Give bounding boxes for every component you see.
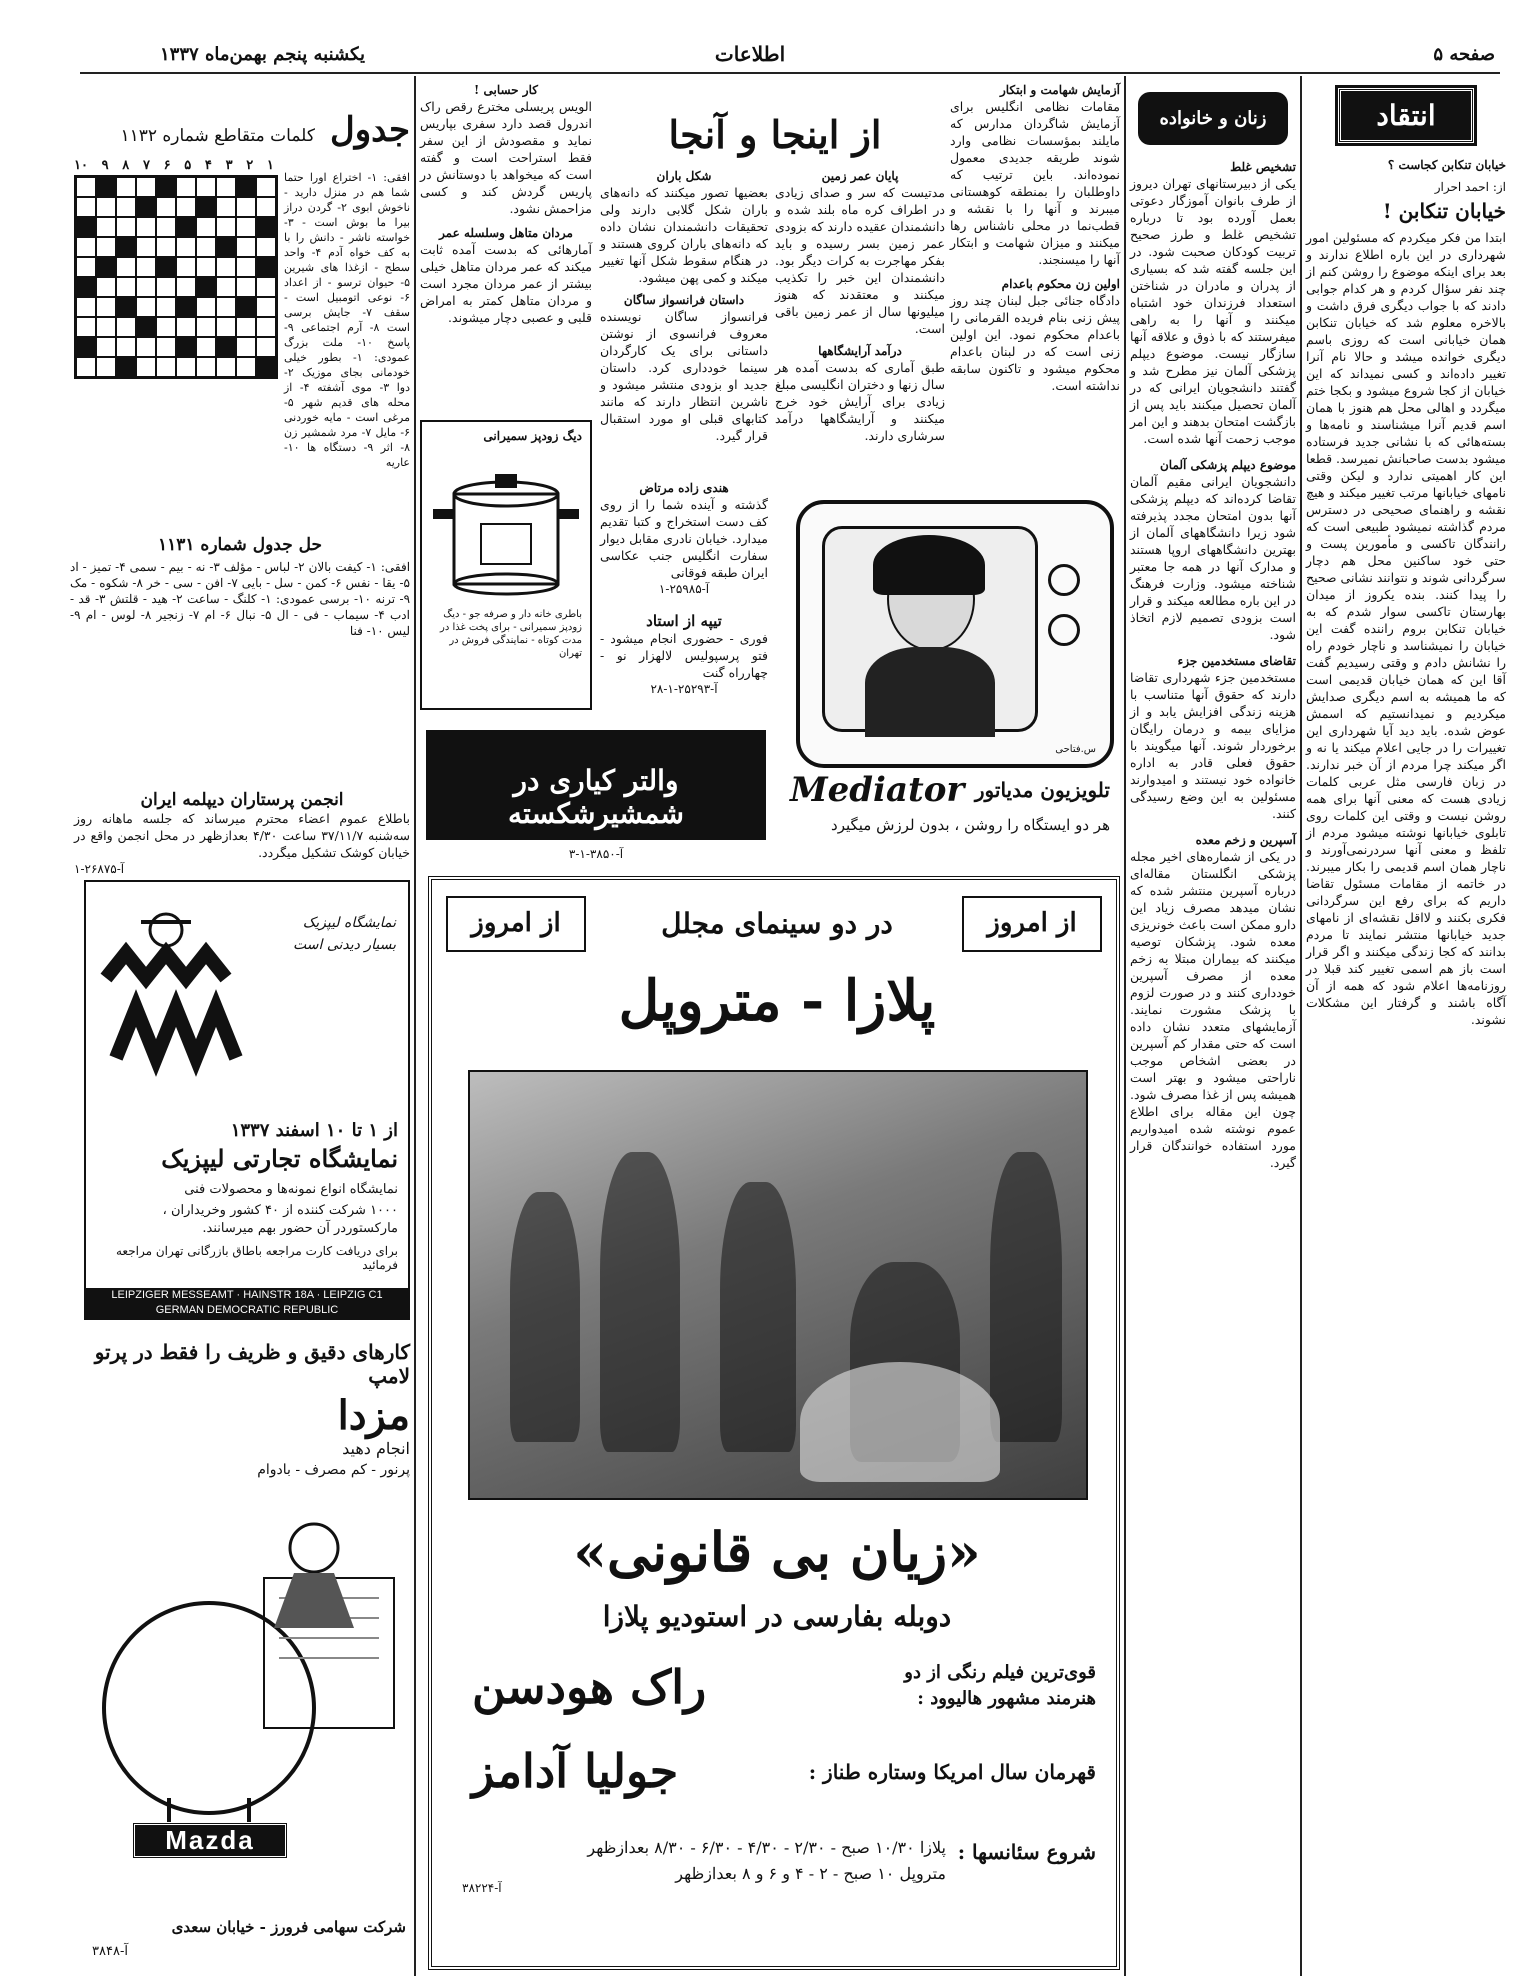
grid-cell: [196, 177, 216, 197]
grid-cell: [76, 337, 96, 357]
grid-cell: [216, 257, 236, 277]
newspaper-name: اطلاعات: [714, 42, 786, 66]
grid-cell: [156, 217, 176, 237]
grid-cell: [176, 257, 196, 277]
tv-knob: [1048, 564, 1080, 596]
page-number: صفحه ۵: [1433, 44, 1495, 65]
crossword-clues: افقی: ۱- اختراع اورا حتما شما هم در منزل دارید - ناخوش ابوی ۲- گردن دراز بیرا ما بوش است - ۳- خواسته ناشر - دانش را با به کف خواه آدم ۴- واحد سطح - ازغذا های شیرین ۵- حیوان ترسو - از اعداد ۶- نوعی اتومبیل است - سقف ۷- جایش برسی است ۸- آرم اجتماعی ۹- پاسخ ۱۰- ملت بزرگ عمودی: ۱- بطور خیلی خودمانی بجای موزیک ۲- دوا ۳- موی آشفته ۴- از محله های قدیم شهر ۵- مرغی است - مایه خوردنی ۶- مایل ۷- مرد شمشیر زن ۸- اثر ۹- دستگاه ها ۱۰- عاریه: [284, 171, 411, 469]
grid-cell: [196, 197, 216, 217]
column-rule: [414, 76, 416, 1976]
cooker-tag: دیگ زودپز سمیرانی: [483, 429, 582, 443]
grid-cell: [96, 297, 116, 317]
figure-woman: [510, 1192, 580, 1442]
grid-cell: [116, 197, 136, 217]
figure-young-man: [990, 1152, 1062, 1442]
crossword-number: ۷: [142, 158, 150, 173]
mazda-features: پرنور - کم مصرف - بادوام: [257, 1462, 410, 1478]
photo-ad: [600, 612, 768, 710]
mazda-code: آ-۳۸۴۸: [92, 1944, 128, 1959]
grid-cell: [156, 257, 176, 277]
grid-cell: [256, 297, 276, 317]
photo-ad-title: تیپه از استاد: [646, 612, 722, 630]
grid-cell: [176, 197, 196, 217]
women-body-2: دانشجویان ایرانی مقیم آلمان تقاضا کرده‌اند که دیپلم پزشکی آنها بدون امتحان مجدد پذیرفته شود زیرا دانشگاههای آلمان از بهترین دانشگاههای اروپا هستند و مدارک آنها در همه جا معتبر شناخته میشود. وزارت فرهنگ در این باره مطالعه میکند و قرار است بزودی تصمیم لازم اتخاذ شود.: [1130, 474, 1296, 642]
grid-cell: [216, 297, 236, 317]
here-heading-1: پایان عمر زمین: [821, 169, 899, 183]
grid-cell: [256, 237, 276, 257]
leipzig-ad: [84, 880, 410, 1320]
walter-ad: [426, 730, 766, 840]
grid-cell: [156, 317, 176, 337]
test-heading-1: آزمایش شهامت و ابتکار: [999, 83, 1120, 97]
grid-cell: [236, 357, 256, 377]
grid-cell: [196, 337, 216, 357]
crossword-number: ۴: [204, 158, 212, 173]
grid-cell: [136, 297, 156, 317]
critique-body: ابتدا من فکر میکردم که مسئولین امور شهرداری در این باره اطلاع ندارند و بعد برای اینکه موضوع را روشن کنم از چند نفر سؤال کردم و هر کدام جوابی دادند که با جواب دیگری فرق داشت و بالاخره معلوم شد که خیابان تنکابن همان خیابانی است که روزی باسم دیگری خوانده میشد و حالا نام آنرا تغییر داده‌اند و کسی نمیداند که این خیابان از کجا شروع میشود و بکجا ختم میگردد و اهالی محل هم هنوز با همان اسم قدیم آنرا میشناسند و نامه‌ها و بسته‌هائی که با نشانی جدید فرستاده میشود بدست صاحبانش نمیرسد. قطعا این کار اهمیتی ندارد و لیکن وقتی نامهای خیابانها مرتب تغییر میکند و هیچ نقشه و راهنمای صحیحی در دسترس مردم گذاشته نمیشود طبیعی است که رانندگان تاکسی و مأمورین پست و حتی خود ساکنین محل هم دچار سرگردانی شوند و نتوانند نشانی صحیح را پیدا کنند. بنده یکروز از میدان بهارستان تاکسی سوار شدم که به خیابان تنکابن بروم راننده گفت این خیابان را نمیشناسد و ناچار خودم راه را نشانش دادم و وقتی رسیدیم گفت آقا این که همان خیابان قدیمی است که ما همیشه به اسم دیگری صدایش میکردیم و نمیدانستیم که اسمش عوض شده. باید دید آیا شهرداری این تغییرات را در جایی اعلام میکند یا نه و اگر میکند چرا مردم از آن خبر ندارند. در زبان فارسی مثل عربی کلمات زیادی هست که معنی آنها برای همه روشن نیست و وقتی این کلمات روی تابلوی خیابانها نوشته میشود مردم از تلفظ و معنی آنها سردرنمی‌آورند و ناچار همان اسم قدیمی را بکار میبرند. در خاتمه از مقامات مسئول تقاضا داریم که برای رفع این سرگردانی فکری بکنند و لااقل نقشه‌ای از نامهای جدید خیابانها منتشر نمایند تا مردم بدانند که کجا زندگی میکنند و اگر قرار است باز هم اسمی تغییر کند قبلا در روزنامه‌ها اعلام شود که همه از آن آگاه باشند و گرفتار این مشکلات نشوند.: [1306, 230, 1506, 1027]
actor-2: جولیا آدامز: [472, 1744, 679, 1798]
crossword-number: ۵: [184, 158, 192, 173]
palmist-ad: [600, 480, 768, 600]
test-heading-2: اولین زن محکوم باعدام: [1001, 277, 1120, 291]
grid-cell: [136, 237, 156, 257]
grid-cell: [156, 357, 176, 377]
leipzig-footer: LEIPZIGER MESSEAMT · HAINSTR 18A · LEIPZIG C1: [111, 1289, 383, 1301]
here-heading-3: شکل باران: [656, 169, 712, 183]
mazda-tagline: کارهای دقیق و ظریف را فقط در پرتو لامپ: [94, 1340, 410, 1388]
grid-cell: [236, 197, 256, 217]
grid-cell: [216, 197, 236, 217]
grid-cell: [256, 277, 276, 297]
crossword-header: [70, 110, 410, 150]
grid-cell: [116, 177, 136, 197]
women-heading-3: تقاضای مستخدمین جزء: [1177, 654, 1296, 668]
here-column-b: [600, 168, 768, 468]
grid-cell: [136, 317, 156, 337]
nurses-association: [74, 790, 410, 876]
women-body-4: در یکی از شماره‌های اخیر مجله پزشکی انگلستان مقاله‌ای درباره آسپرین منتشر شده که نشان میدهد مصرف زیاد این دارو ممکن است باعث خونریزی معده شود. پزشکان توصیه میکنند که بیماران مبتلا به زخم معده از مصرف آسپرین خودداری کنند و در صورت لزوم با پزشک مشورت نمایند. آزمایشهای متعدد نشان داده است که حتی مقدار کم آسپرین در بعضی اشخاص موجب ناراحتی میشود و بهتر است همیشه پس از غذا مصرف شود. چون این مقاله برای اطلاع عموم نوشته شده امیدواریم مورد استفاده خوانندگان قرار گیرد.: [1130, 849, 1296, 1170]
grid-cell: [156, 337, 176, 357]
cooker-ad: [420, 420, 592, 710]
tv-brand: Mediator: [790, 770, 965, 810]
woman-hair: [873, 535, 985, 595]
here-column-a: [775, 168, 945, 468]
header-rule: [80, 72, 1500, 74]
tv-subtitle: هر دو ایستگاه را روشن ، بدون لرزش میگیرد: [831, 816, 1110, 834]
palmist-code: آ-۲۵۹۸۵-۱: [658, 582, 710, 596]
grid-cell: [256, 177, 276, 197]
grid-cell: [76, 237, 96, 257]
grid-cell: [236, 257, 256, 277]
grid-cell: [136, 277, 156, 297]
crossword-number: ۲: [246, 158, 254, 173]
tv-knob: [1048, 614, 1080, 646]
grid-cell: [136, 357, 156, 377]
grid-cell: [96, 197, 116, 217]
crossword-number: ۶: [163, 158, 171, 173]
crossword-number: ۱۰: [74, 158, 88, 173]
critique-subtitle: خیابان تنکابن کجاست ؟: [1387, 158, 1506, 172]
grid-cell: [216, 177, 236, 197]
grid-cell: [136, 217, 156, 237]
grid-cell: [236, 217, 256, 237]
mazda-ad: [84, 1340, 410, 1970]
column-rule: [1300, 76, 1302, 1976]
palmist-title: هندی زاده مرتاض: [639, 481, 729, 495]
here-body-2: طبق آماری که بدست آمده هر سال زنها و دختران انگلیسی مبلغ زیادی برای آرایش خود خرج میکنند و آرایشگاهها درآمد سرشاری دارند.: [775, 360, 945, 443]
grid-cell: [196, 357, 216, 377]
grid-cell: [96, 177, 116, 197]
leipzig-line-3: برای دریافت کارت مراجعه باطاق بازرگانی تهران مراجعه فرمائید: [116, 1244, 398, 1272]
leipzig-line-1: نمایشگاه انواع نمونه‌ها و محصولات فنی: [184, 1182, 398, 1197]
grid-cell: [96, 217, 116, 237]
tv-screen: [822, 526, 1038, 732]
mazda-brand: Mazda: [132, 1822, 288, 1859]
grid-cell: [116, 337, 136, 357]
crossword-number: ۹: [101, 158, 109, 173]
grid-cell: [256, 257, 276, 277]
grid-cell: [196, 217, 216, 237]
photo-ad-code: آ-۲۵۲۹۳-۱-۲۸: [650, 682, 718, 696]
women-body-3: مستخدمین جزء شهرداری تقاضا دارند که حقوق آنها متناسب با هزینه زندگی افزایش یابد و از مزایای بیمه و درمان رایگان برخوردار شوند. آنها میگویند با حقوق فعلی قادر به اداره خانواده خود نیستند و امیدوارند مسئولین به این وضع رسیدگی کنند.: [1130, 670, 1296, 821]
leipzig-mm-logo-icon: [96, 898, 256, 1098]
critique-column: [1306, 82, 1506, 1972]
grid-cell: [216, 337, 236, 357]
grid-cell: [116, 297, 136, 317]
grid-cell: [196, 237, 216, 257]
shows-metropol: متروپل ۱۰ صبح - ۲ - ۴ و ۶ و ۸ بعدازظهر: [675, 1864, 946, 1883]
grid-cell: [156, 237, 176, 257]
grid-cell: [256, 317, 276, 337]
leipzig-line-2: ۱۰۰۰ شرکت کننده از ۴۰ کشور وخریداران ، مارکستوردر آن حضور بهم میرسانند.: [162, 1203, 398, 1236]
grid-cell: [96, 317, 116, 337]
here-there-title: از اینجا و آنجا: [668, 112, 882, 157]
grid-cell: [256, 217, 276, 237]
women-column: [1130, 82, 1296, 1972]
critique-logo: انتقاد: [1338, 88, 1474, 143]
cinema-ad: [428, 876, 1120, 1970]
mazda-name: مزدا: [337, 1392, 410, 1439]
crossword-col-numbers: [74, 158, 274, 173]
grid-cell: [116, 357, 136, 377]
grid-cell: [236, 317, 256, 337]
critique-title: خیابان تنکابن !: [1382, 199, 1506, 223]
grid-cell: [136, 197, 156, 217]
grid-cell: [176, 277, 196, 297]
grid-cell: [196, 257, 216, 277]
grid-cell: [156, 277, 176, 297]
grid-cell: [136, 337, 156, 357]
grid-cell: [176, 177, 196, 197]
actor-1: راک هودسن: [472, 1660, 707, 1714]
woman-dress: [865, 647, 995, 737]
figure-old-man: [720, 1182, 796, 1452]
walter-code: آ-۳۸۵۰-۱-۳: [568, 847, 624, 861]
mazda-subtitle: انجام دهید: [342, 1439, 410, 1458]
critique-byline: از: احمد احرار: [1434, 180, 1506, 194]
grid-cell: [216, 277, 236, 297]
grid-cell: [76, 217, 96, 237]
crossword-subtitle: کلمات متقاطع شماره ۱۱۳۲: [120, 126, 315, 146]
solution-body: افقی: ۱- کیفت بالان ۲- لباس - مؤلف ۳- نه - بیم - سمی ۴- تمیز - اد ۵- یقا - نفس ۶- کمن - سل - بایی ۷- افن - سی - خر ۸- شکوه - مک ۹- ترنه ۱۰- برسی عمودی: ۱- کلنگ - ساعت ۲- هید - قلتش ۳- قد - ادب ۴- سیماب - فی - ال ۵- نبال ۶- ام ۷- زنجیر ۸- لوس - ام ۹- لیس ۱۰- فنا: [70, 560, 411, 638]
solution-title: حل جدول شماره ۱۱۳۱: [157, 535, 323, 555]
kar-heading-1: کار حسابی !: [474, 83, 538, 97]
movie-title: «زیان بی قانونی»: [573, 1520, 981, 1584]
grid-cell: [96, 357, 116, 377]
cinema-code: آ-۳۸۲۲۴: [462, 1881, 502, 1895]
grid-cell: [116, 217, 136, 237]
mazda-dealer: شرکت سهامی فرورز - خیابان سعدی: [171, 1918, 406, 1936]
movie-still-photo: [468, 1070, 1088, 1500]
nurses-code: آ-۲۶۸۷۵-۱: [74, 862, 125, 876]
grid-cell: [216, 357, 236, 377]
grid-cell: [116, 277, 136, 297]
nurses-title: انجمن پرستاران دیپلمه ایران: [140, 790, 344, 810]
grid-cell: [196, 277, 216, 297]
grid-cell: [76, 277, 96, 297]
shows-label: شروع سئانسها :: [957, 1840, 1096, 1864]
crossword-number: ۱: [266, 158, 274, 173]
column-rule: [1124, 76, 1126, 1976]
walter-title: والتر کیاری در شمشیرشکسته: [508, 764, 684, 830]
grid-cell: [156, 177, 176, 197]
grid-cell: [76, 317, 96, 337]
grid-cell: [76, 357, 96, 377]
grid-cell: [96, 337, 116, 357]
here-body-1: مدتیست که سر و صدای زیادی در اطراف کره ماه بلند شده و دانشمندان عقیده دارند که بزودی عمر زمین بسر رسیده و باید بفکر مهاجرت به کرات دیگر بود. دانشمندان این خبر را تکذیب میکنند و معتقدند که هنوز میلیونها سال از عمر زمین باقی است.: [775, 185, 945, 336]
grid-cell: [176, 297, 196, 317]
grid-cell: [96, 237, 116, 257]
grid-cell: [256, 357, 276, 377]
grid-cell: [256, 197, 276, 217]
here-body-4: فرانسواز ساگان نویسنده معروف فرانسوی از نوشتن داستانی برای یک کارگردان سینما خودداری کرد. داستان جدید او بزودی منتشر میشود و ناشرین انتظار دارند که مانند کتابهای قبلی او مورد استقبال قرار گیرد.: [600, 309, 768, 443]
crossword-title: جدول: [330, 110, 410, 150]
grid-cell: [116, 237, 136, 257]
here-body-3: بعضیها تصور میکنند که دانه‌های باران شکل گلابی دارند ولی تحقیقات دانشمندان نشان داده که دانه‌های باران کروی هستند و در هنگام سقوط شکل آنها تغییر میکند و کمی پهن میشود.: [600, 185, 768, 285]
photo-ad-body: فوری - حضوری انجام میشود - فتو پرسپولیس لالهزار نو - چهارراه گنت: [600, 631, 768, 680]
lightbulb-icon: [84, 1488, 410, 1868]
shows-plaza: پلازا ۱۰/۳۰ صبح - ۲/۳۰ - ۴/۳۰ - ۶/۳۰ - ۸/۳۰ بعدازظهر: [587, 1838, 946, 1857]
test-body-2: دادگاه جنائی جبل لبنان چند روز پیش زنی بنام فریده القرمانی را باعدام محکوم نمود. این اولین زنی است که در لبنان باعدام محکوم میشود و تاکنون سابقه نداشته است.: [950, 293, 1120, 393]
grid-cell: [176, 357, 196, 377]
cinema-today-right: از امروز: [962, 896, 1102, 952]
leipzig-side-text: نمایشگاه لیپزیک بسیار دیدنی است: [293, 915, 396, 953]
dub-line: دوبله بفارسی در استودیو پلازا: [602, 1600, 952, 1633]
grid-cell: [76, 297, 96, 317]
grid-cell: [236, 177, 256, 197]
cinema-center-label: در دو سینمای مجلل: [661, 907, 893, 940]
crossword-grid: [74, 175, 278, 379]
grid-cell: [216, 237, 236, 257]
grid-cell: [236, 277, 256, 297]
grid-cell: [136, 257, 156, 277]
crossword: [70, 110, 410, 670]
women-body-1: یکی از دبیرستانهای تهران دیروز از طرف بانوان آموزگار دعوتی بعمل آورده بود تا درباره تشخیص غلط و طرز صحیح تربیت کودکان صحبت شود. در این جلسه گفته شد که بسیاری از پدران و مادران در شناختن استعداد فرزندان خود اشتباه میکنند و آنها را به راهی میفرستند که با ذوق و علاقه آنها سازگار نیست. موضوع دیپلم پزشکی آلمان نیز مطرح شد و گفتند دانشجویان ایرانی که در آلمان تحصیل میکنند باید پس از بازگشت امتحان بدهند و این امر موجب زحمت آنها شده است.: [1130, 176, 1296, 446]
here-heading-4: داستان فرانسواز ساگان: [623, 293, 745, 307]
grid-cell: [176, 217, 196, 237]
crossword-number: ۳: [225, 158, 233, 173]
grid-cell: [176, 317, 196, 337]
grid-cell: [196, 317, 216, 337]
test-body-1: مقامات نظامی انگلیس برای آزمایش شاگردان مدارس که مایلند بمؤسسات نظامی وارد شوند طریقه جدیدی معمول نموده‌اند. باین ترتیب که داوطلبان را بمنطقه کوهستانی میبرند و آنها را با نقشه و قطب‌نما در محلی ناشناس رها میکنند و میزان شهامت و ابتکار آنها را میسنجند.: [950, 99, 1120, 267]
grid-cell: [216, 217, 236, 237]
tv-signature: س.فتاحی: [1055, 744, 1096, 755]
women-heading-1: تشخیص غلط: [1230, 160, 1296, 174]
leipzig-footer-bar: [86, 1288, 408, 1318]
grid-cell: [236, 237, 256, 257]
grid-cell: [76, 177, 96, 197]
grid-cell: [236, 297, 256, 317]
grid-cell: [236, 337, 256, 357]
tv-set-illustration: [796, 500, 1114, 768]
grid-cell: [216, 317, 236, 337]
grid-cell: [256, 337, 276, 357]
cinema-line-3: قهرمان سال امریکا وستاره طناز :: [808, 1760, 1096, 1784]
nurses-body: باطلاع عموم اعضاء محترم میرساند که جلسه ماهانه روز سه‌شنبه ۳۷/۱۱/۷ ساعت ۴/۳۰ بعدازظهر در محل انجمن واقع در خیابان کوشک تشکیل میگردد.: [74, 811, 410, 860]
tv-title: تلویزیون مدیاتور: [974, 778, 1110, 802]
grid-cell: [176, 337, 196, 357]
pressure-cooker-icon: [431, 454, 581, 604]
grid-cell: [196, 297, 216, 317]
tv-ad: [780, 470, 1120, 870]
women-logo: زنان و خانواده: [1138, 92, 1288, 145]
grid-cell: [76, 197, 96, 217]
grid-cell: [96, 277, 116, 297]
palmist-body: گذشته و آینده شما را از روی کف دست استخراج و کتبا تقدیم میدارد. خیابان نادری مقابل دیوار سفارت انگلیس جنب عکاسی ایران طبقه فوقانی: [600, 497, 768, 580]
leipzig-dates: از ۱ تا ۱۰ اسفند ۱۳۳۷: [230, 1120, 398, 1141]
grid-cell: [136, 177, 156, 197]
kar-body-2: آمارهائی که بدست آمده ثابت میکند که عمر مردان متاهل خیلی بیشتر از عمر مردان مجرد است و مردان متاهل کمتر به امراض قلبی و عصبی دچار میشوند.: [420, 242, 592, 325]
grid-cell: [156, 197, 176, 217]
grid-cell: [156, 297, 176, 317]
grid-cell: [116, 317, 136, 337]
issue-date: یکشنبه پنجم بهمن‌ماه ۱۳۳۷: [160, 44, 366, 65]
grid-cell: [176, 237, 196, 257]
leipzig-title: نمایشگاه تجارتی لیپزیک: [161, 1144, 398, 1173]
women-heading-2: موضوع دیپلم پزشکی آلمان: [1159, 458, 1296, 472]
table-shape: [800, 1362, 1000, 1482]
kar-body-1: الویس پریسلی مخترع رقص راک اندرول قصد دارد سفری بپاریس نماید و مقصودش از این سفر فقط استراحت است و گفته است که میخواهد با دوستانش در پاریس گردش کند و کسی مزاحمش نشود.: [420, 99, 592, 216]
women-heading-4: آسپرین و زخم معده: [1195, 833, 1296, 847]
cooker-caption: باطری خانه دار و صرفه جو - دیگ زودپز سمیرانی - برای پخت غذا در مدت کوتاه - نمایندگی فروش در تهران: [440, 609, 582, 659]
grid-cell: [76, 257, 96, 277]
here-heading-2: درآمد آرایشگاهها: [818, 344, 902, 358]
cinema-line-2: هنرمند مشهور هالیوود :: [917, 1688, 1096, 1709]
kar-column: [420, 82, 592, 412]
grid-cell: [116, 257, 136, 277]
crossword-number: ۸: [122, 158, 130, 173]
cinema-line-1: قوی‌ترین فیلم رنگی از دو: [904, 1662, 1096, 1683]
cinema-venues: پلازا - متروپل: [618, 968, 936, 1034]
grid-cell: [96, 257, 116, 277]
figure-man: [600, 1152, 680, 1452]
leipzig-footer-country: GERMAN DEMOCRATIC REPUBLIC: [155, 1304, 339, 1316]
kar-heading-2: مردان متاهل وسلسله عمر: [439, 226, 573, 240]
cinema-today-left: از امروز: [446, 896, 586, 952]
